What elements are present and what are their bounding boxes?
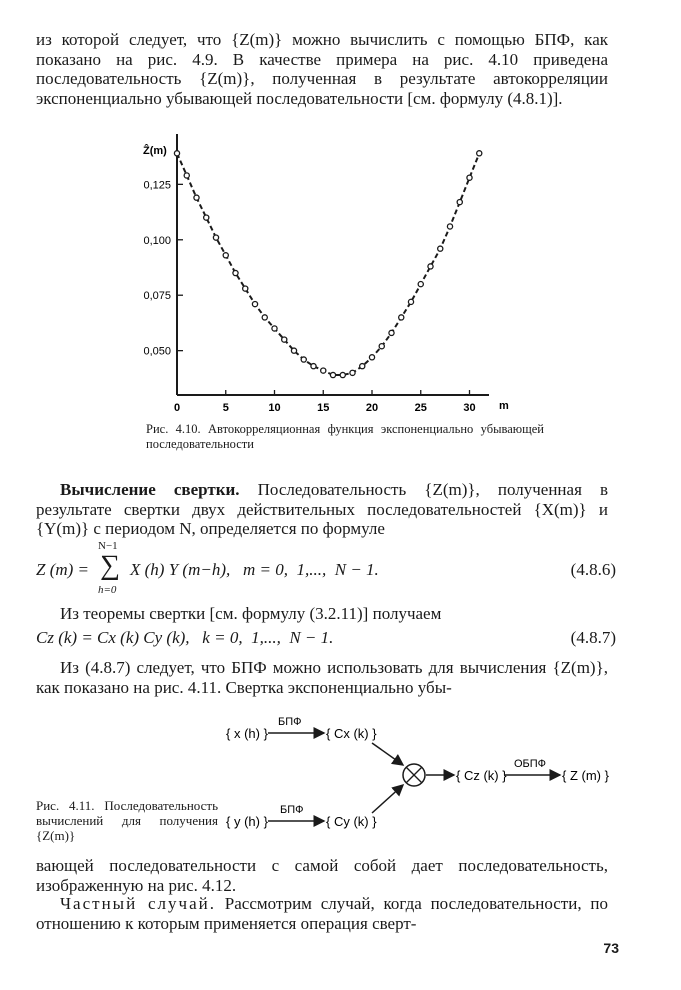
data-point — [204, 215, 209, 220]
ifft-label: ОБПФ — [514, 758, 547, 770]
cz-label: { Cz (k) } — [456, 768, 507, 783]
data-point — [252, 301, 257, 306]
equation-4-8-7 — [36, 628, 616, 650]
x-input-label: { x (h) } — [226, 726, 268, 741]
y-tick-label: 0,125 — [143, 179, 171, 192]
data-point — [360, 364, 365, 369]
fft-label-bottom: БПФ — [280, 804, 304, 816]
data-point — [408, 299, 413, 304]
arrow-cx-to-multiply — [372, 743, 403, 765]
section-heading: Вычисление свертки. — [60, 480, 240, 499]
eq486-upper-limit: N−1 — [98, 540, 118, 552]
eq486-rhs: X (h) Y (m−h), m = 0, 1,..., N − 1. — [130, 560, 379, 579]
data-point — [399, 315, 404, 320]
x-tick-label: 10 — [268, 402, 281, 414]
page-number: 73 — [603, 940, 619, 956]
z-output-label: { Z (m) } — [562, 768, 609, 783]
x-tick-label: 5 — [222, 402, 229, 414]
y-input-label: { y (h) } — [226, 814, 268, 829]
series-line — [177, 153, 479, 375]
convolution-paragraph — [36, 480, 608, 539]
data-point — [282, 337, 287, 342]
x-tick-label: 30 — [463, 402, 476, 414]
data-point — [243, 286, 248, 291]
x-tick-label: 25 — [414, 402, 427, 414]
eq486-lhs: Z (m) = — [36, 560, 90, 579]
data-point — [184, 173, 189, 178]
data-point — [311, 364, 316, 369]
data-point — [418, 282, 423, 287]
data-point — [262, 315, 267, 320]
data-point — [447, 224, 452, 229]
eq487-text: Cz (k) = Cx (k) Cy (k), k = 0, 1,..., N − 1. — [36, 628, 334, 647]
figure-4-10-caption: Рис. 4.10. Автокорреляционная функция экспоненциально убывающей последовательности — [146, 422, 544, 451]
y-axis-label: Ẑ(m) — [143, 145, 167, 157]
data-point — [369, 355, 374, 360]
data-point — [467, 175, 472, 180]
y-tick-label: 0,050 — [143, 345, 171, 358]
data-point — [272, 326, 277, 331]
data-point — [321, 368, 326, 373]
data-point — [174, 151, 179, 156]
equation-4-8-6 — [36, 540, 616, 600]
data-point — [379, 344, 384, 349]
y-tick-label: 0,100 — [143, 234, 171, 247]
x-tick-label: 20 — [365, 402, 379, 414]
data-point — [223, 253, 228, 258]
top-paragraph: из которой следует, что {Z(m)} можно вычислить с помощью БПФ, как показано на рис. 4.9. В качестве примера на рис. 4.10 приведена последовательность {Z(m)}, полученная в результате автокорреляции экспоненциально убывающей последовательности [см. формулу (4.8.1)]. — [36, 30, 608, 108]
data-point — [428, 264, 433, 269]
figure-4-11-caption: Рис. 4.11. Последовательность вычислений для получения {Z(m)} — [36, 798, 218, 843]
data-point — [477, 151, 482, 156]
special-case-lead: Частный случай. — [60, 894, 216, 913]
data-point — [340, 372, 345, 377]
sum-sign: ∑ — [100, 550, 120, 581]
data-point — [330, 372, 335, 377]
data-point — [457, 199, 462, 204]
paragraph-self-convolution: вающей последовательности с самой собой дает последовательность, изображенную на рис. 4.12. — [36, 856, 608, 895]
fft-label-top: БПФ — [278, 716, 302, 728]
cx-label: { Cx (k) } — [326, 726, 377, 741]
paragraph-convolution-theorem: Из теоремы свертки [см. формулу (3.2.11)] получаем — [60, 604, 442, 623]
cy-label: { Cy (k) } — [326, 814, 377, 829]
x-tick-label: 15 — [317, 402, 330, 414]
y-tick-label: 0,075 — [143, 290, 171, 303]
eq486-number: (4.8.6) — [570, 560, 616, 579]
data-point — [301, 357, 306, 362]
data-point — [389, 330, 394, 335]
special-case-text: Рассмотрим случай, когда последовательности, по отношению к которым применяется операция сверт- — [36, 894, 608, 933]
multiply-node — [403, 764, 425, 786]
section-text: Последовательность {Z(m)}, полученная в результате свертки двух действительных последовательностей {X(m)} и {Y(m)} с периодом N, определяется по формуле — [36, 480, 609, 538]
arrow-cy-to-multiply — [372, 785, 403, 813]
data-point — [291, 348, 296, 353]
data-point — [438, 246, 443, 251]
eq487-number: (4.8.7) — [570, 628, 616, 647]
paragraph-special-case — [36, 894, 608, 933]
data-point — [350, 370, 355, 375]
eq486-lower-limit: h=0 — [98, 584, 117, 596]
data-point — [194, 195, 199, 200]
data-point — [233, 270, 238, 275]
data-point — [213, 235, 218, 240]
x-axis-label: m — [499, 400, 509, 412]
x-tick-label: 0 — [173, 402, 181, 414]
paragraph-fft-usage: Из (4.8.7) следует, что БПФ можно использовать для вычисления {Z(m)}, как показано на рис. 4.11. Свертка экспоненциально убы- — [36, 658, 608, 697]
